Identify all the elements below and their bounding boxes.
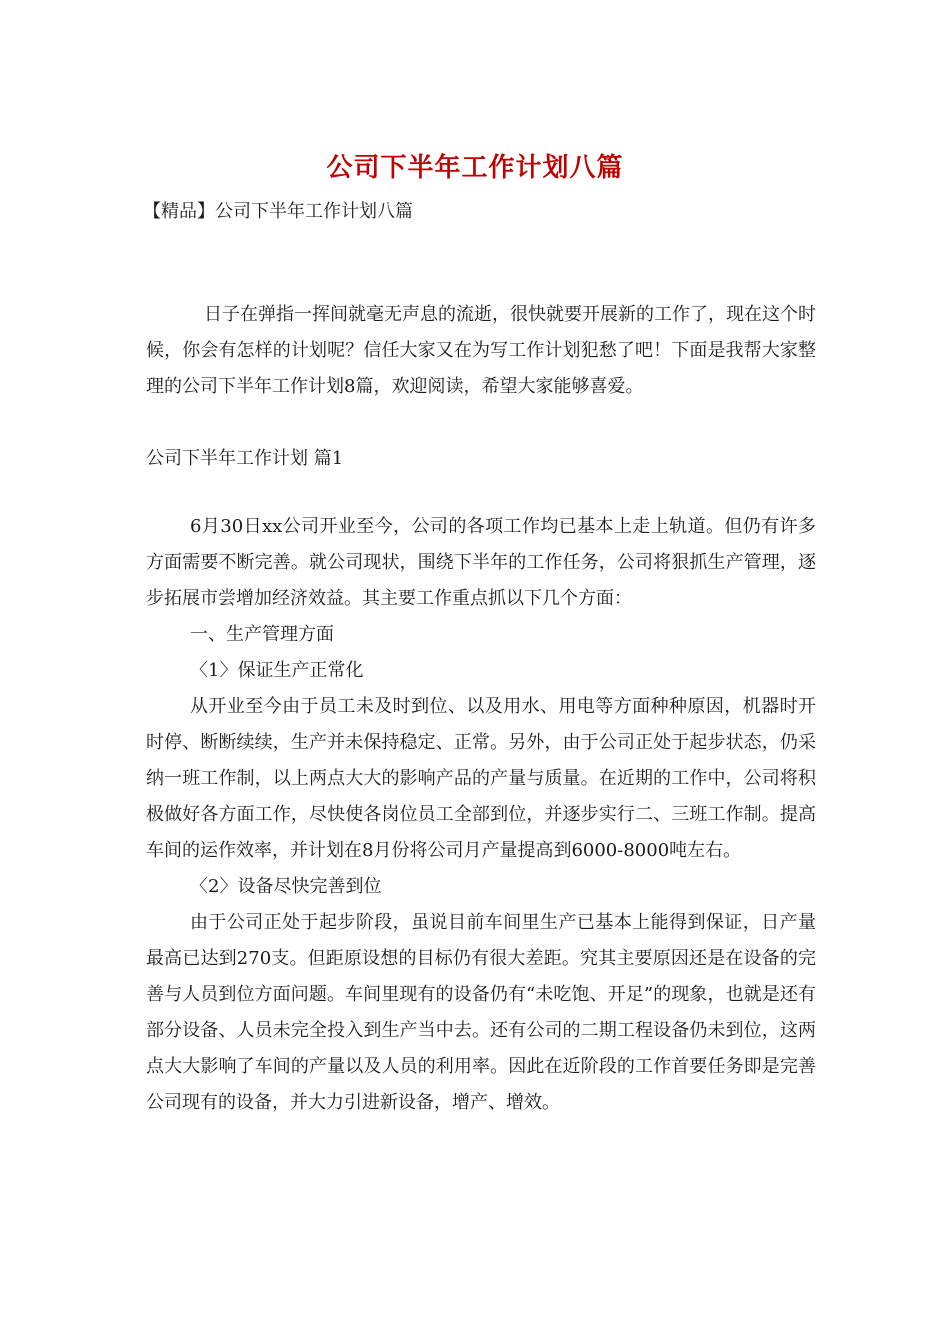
section-body	[146, 509, 816, 1121]
subheading-1: 〈1〉保证生产正常化	[190, 660, 364, 681]
heading-production-management: 一、生产管理方面	[190, 624, 334, 645]
section-heading: 公司下半年工作计划 篇1	[146, 448, 344, 469]
document-title: 公司下半年工作计划八篇	[326, 153, 624, 183]
paragraph-2: 从开业至今由于员工未及时到位、以及用水、用电等方面种种原因，机器时开时停、断断续续，生产并未保持稳定、正常。另外，由于公司正处于起步状态，仍采纳一班工作制，以上两点大大的影响产品的产量与质量。在近期的工作中，公司将积极做好各方面工作，尽快使各岗位员工全部到位，并逐步实行二、三班工作制。提高车间的运作效率，并计划在8月份将公司月产量提高到6000-8000吨左右。	[146, 696, 816, 861]
document-subtitle: 【精品】公司下半年工作计划八篇	[143, 201, 413, 222]
intro-block	[146, 297, 816, 405]
paragraph-1: 6月30日xx公司开业至今，公司的各项工作均已基本上走上轨道。但仍有许多方面需要不断完善。就公司现状，围绕下半年的工作任务，公司将狠抓生产管理，逐步拓展市尝增加经济效益。其主要工作重点抓以下几个方面：	[146, 516, 816, 609]
subheading-2: 〈2〉设备尽快完善到位	[190, 876, 382, 897]
paragraph-3: 由于公司正处于起步阶段，虽说目前车间里生产已基本上能得到保证，日产量最高已达到270支。但距原设想的目标仍有很大差距。究其主要原因还是在设备的完善与人员到位方面问题。车间里现有的设备仍有“未吃饱、开足”的现象，也就是还有部分设备、人员未完全投入到生产当中去。还有公司的二期工程设备仍未到位，这两点大大影响了车间的产量以及人员的利用率。因此在近阶段的工作首要任务即是完善公司现有的设备，并大力引进新设备，增产、增效。	[146, 912, 816, 1113]
intro-paragraph: 日子在弹指一挥间就毫无声息的流逝，很快就要开展新的工作了，现在这个时候，你会有怎样的计划呢？信任大家又在为写工作计划犯愁了吧！下面是我帮大家整理的公司下半年工作计划8篇，欢迎阅读，希望大家能够喜爱。	[146, 304, 816, 397]
